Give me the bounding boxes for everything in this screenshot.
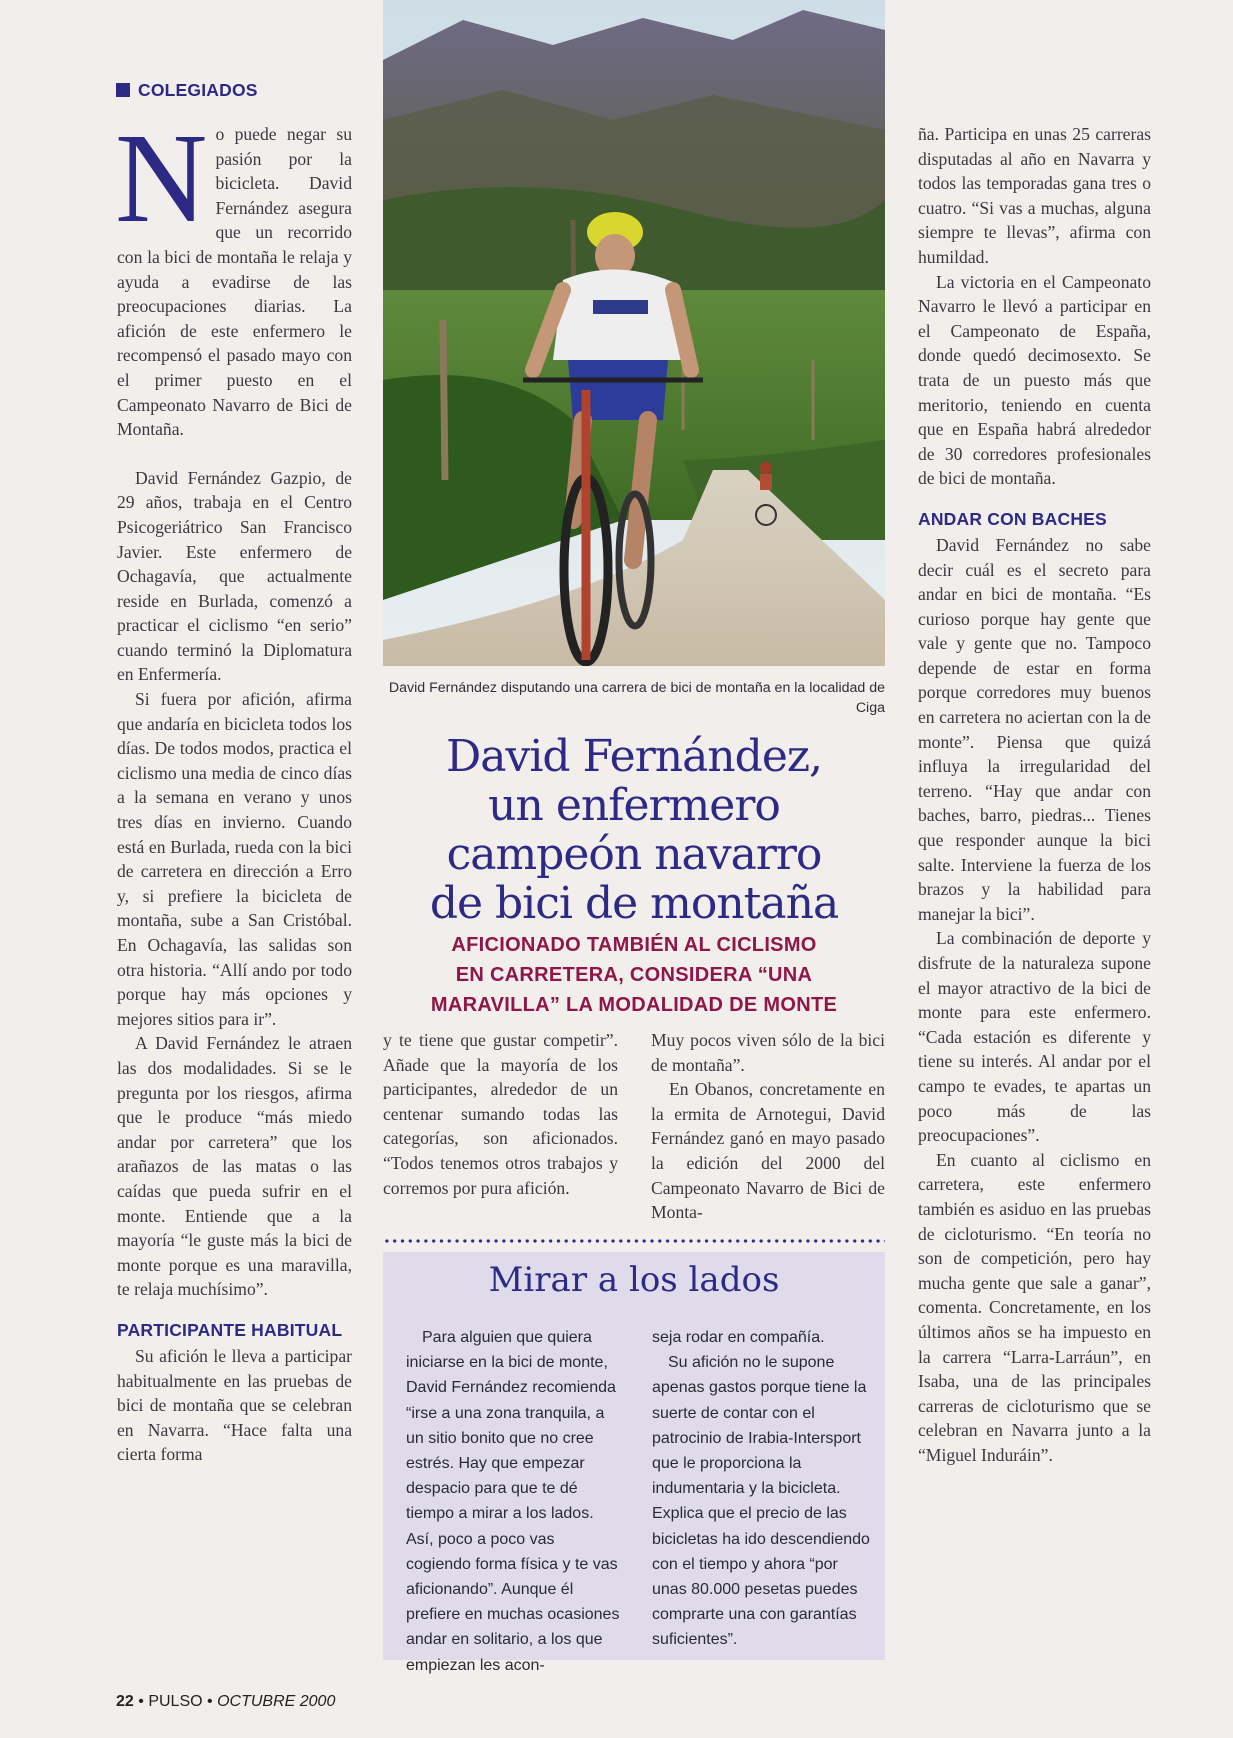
paragraph: La victoria en el Campeonato Navarro le llevó a participar en el Campeonato de España, donde quedó decimosexto. Se trata de un puesto más que meritorio, teniendo en cuenta que en España habrá alrededor de 30 corredores profesionales de bici de montaña. [918,271,1151,489]
paragraph: Muy pocos viven sólo de la bici de montaña”. [651,1030,885,1075]
paragraph: David Fernández Gazpio, de 29 años, trabaja en el Centro Psicogeriátrico San Francisco Javier. Este enfermero de Ochagavía, que actualmente reside en Burlada, comenzó a practicar el ciclismo “en serio” cuando terminó la Diplomatura en Enfermería. [117,467,352,685]
magazine-name: PULSO [148,1693,203,1710]
paragraph: A David Fernández le atraen las dos modalidades. Si se le pregunta por los riesgos, afirma que le produce “más miedo andar por carretera” que los arañazos de las matas o las caídas que pueda sufrir en el monte. Entiende que a la mayoría “le guste más la bici de monte porque es una maravilla, te relaja muchísimo”. [117,1033,352,1300]
subheadline-line: AFICIONADO TAMBIÉN AL CICLISMO [451,934,817,956]
footer-separator: • [207,1693,213,1710]
paragraph: Para alguien que quiera iniciarse en la bici de monte, David Fernández recomienda “irse a una zona tranquila, a un sitio bonito que no cree estrés. Hay que empezar despacio para que te dé tiempo a mirar a los lados. Así, poco a poco vas cogiendo forma física y te vas aficionando”. Aunque él prefiere en muchas ocasiones andar en solitario, a los que empiezan les acon- [406,1329,620,1674]
section-label [116,80,258,101]
paragraph: ña. Participa en unas 25 carreras disputadas al año en Navarra y todos las temporadas gana tres o cuatro. “Si vas a muchas, alguna siempre te llevas”, afirma con humildad. [918,124,1151,267]
paragraph: En Obanos, concretamente en la ermita de Arnotegui, David Fernández ganó en mayo pasado la edición del 2000 del Campeonato Navarro de Bici de Monta- [651,1079,885,1223]
footer-separator: • [138,1693,144,1710]
intro-text: o puede negar su pasión por la bicicleta. David Fernández asegura que un recorrido con la bici de montaña le relaja y ayuda a evadirse de las preocupaciones diarias. La afición de este enfermero le recompensó el pasado mayo con el primer puesto en el Campeonato Navarro de Bici de Montaña. [117,124,352,440]
section-label-text: COLEGIADOS [138,80,258,100]
issue-date: OCTUBRE 2000 [217,1693,336,1710]
dotted-divider [383,1238,885,1244]
right-column [918,122,1151,1467]
subheadline [383,930,885,1020]
intro-paragraph [115,107,352,442]
page-number: 22 [116,1693,134,1710]
paragraph: Su afición le lleva a participar habitualmente en las pruebas de bici de montaña que se celebran en Navarra. “Hace falta una cierta forma [117,1345,352,1465]
sidebar-column-b [652,1325,874,1653]
headline-line: un enfermero [488,780,780,831]
middle-column-b [651,1028,885,1225]
paragraph: Su afición no le supone apenas gastos porque tiene la suerte de contar con el patrocinio de Irabia-Intersport que le proporciona la indumentaria y la bicicleta. Explica que el precio de las bicicletas ha ido descendiendo con el tiempo y ahora “por unas 80.000 pesetas puedes comprarte una con garantías suficientes”. [652,1354,870,1649]
section-square-icon [116,83,130,97]
subheadline-line: EN CARRETERA, CONSIDERA “UNA [455,964,813,986]
headline [383,732,885,928]
dropcap: N [115,107,208,249]
paragraph: seja rodar en compañía. [652,1329,825,1346]
paragraph: Si fuera por afición, afirma que andaría en bicicleta todos los días. De todos modos, practica el ciclismo una media de cinco días a la semana en verano y unos tres días en invierno. Cuando está en Burlada, rueda con la bici de carretera en dirección a Erro y, si prefiere la bicicleta de montaña, sube a San Cristóbal. En Ochagavía, las salidas son otra historia. “Allí ando por todo porque hay más opciones y mejores sitios para ir”. [117,689,352,1029]
sidebar-column-a [406,1325,620,1678]
paragraph: La combinación de deporte y disfrute de la naturaleza supone el mayor atractivo de la bici de monte para este enfermero. “Cada estación es diferente y tiene su interés. Al andar por el campo te evades, te apartas un poco más de las preocupaciones”. [918,928,1151,1146]
left-column [115,107,352,1467]
cyclist-photo [383,0,885,666]
subhead-participante: PARTICIPANTE HABITUAL [117,1319,343,1340]
photo-caption: David Fernández disputando una carrera de bici de montaña en la localidad de Ciga [388,680,885,716]
page-footer [116,1693,335,1711]
paragraph: David Fernández no sabe decir cuál es el secreto para andar en bici de montaña. “Es curioso porque hay gente que vale y gente que no. Tampoco depende de estar en forma porque corredores muy buenos en carretera no aciertan con la de monte”. Piensa que quizá influya la irregularidad del terreno. “Hay que andar con baches, barro, piedras... Tienes que responder aunque la bici salte. Interviene la fuerza de los brazos y la habilidad para manejar la bici”. [918,534,1151,924]
paragraph: En cuanto al ciclismo en carretera, este enfermero también es asiduo en las pruebas de cicloturismo. “En teoría no son de competición, pero hay mucha gente que sale a ganar”, comenta. Concretamente, en los últimos años se ha impuesto en la carrera “Larra-Larráun”, en Isaba, una de las principales carreras de cicloturismo que se celebran en Navarra junto a la “Miguel Induráin”. [918,1149,1151,1465]
photo-illustration [383,0,885,666]
headline-line: David Fernández, [445,731,823,782]
subheadline-line: MARAVILLA” LA MODALIDAD DE MONTE [430,994,838,1016]
headline-line: de bici de montaña [429,878,839,929]
sidebar-title: Mirar a los lados [488,1260,780,1300]
paragraph: y te tiene que gustar competir”. Añade que la mayoría de los participantes, alrededor de un centenar sumando todas las categorías, son aficionados. “Todos tenemos otros trabajos y corremos por pura afición. [383,1030,618,1198]
headline-line: campeón navarro [446,829,822,880]
middle-column-a [383,1028,618,1200]
subhead-andar: ANDAR CON BACHES [918,508,1107,529]
